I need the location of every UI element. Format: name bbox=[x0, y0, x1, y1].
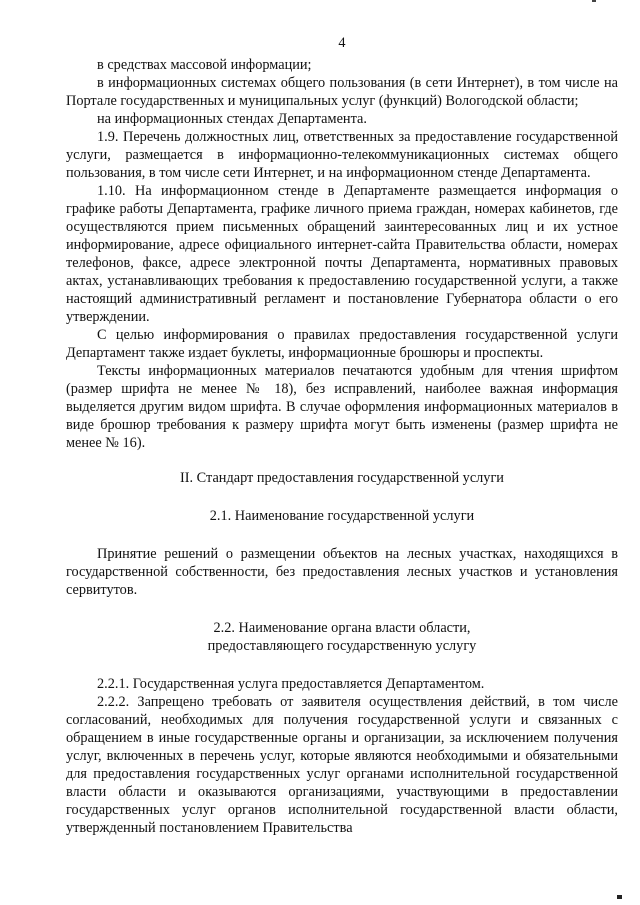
service-name-paragraph: Принятие решений о размещении объектов на лесных участках, находящихся в государственной собственности, без предоставления лесных участков и установления сервитутов. bbox=[66, 546, 618, 598]
paragraph: С целью информирования о правилах предоставления государственной услуги Департамент также издает буклеты, информационные брошюры и проспекты. bbox=[66, 327, 618, 361]
scan-artifact bbox=[617, 895, 622, 899]
paragraph: Тексты информационных материалов печатаются удобным для чтения шрифтом (размер шрифта не менее № 18), без исправлений, наиболее важная информация выделяется другим видом шрифта. В случае оформления информационных материалов в виде брошюр требования к размеру шрифта могут быть изменены (размер шрифта не менее № 16). bbox=[66, 363, 618, 451]
paragraph: 2.2.2. Запрещено требовать от заявителя осуществления действий, в том числе согласований, необходимых для получения государственной услуги и связанных с обращением в иные государственные органы и организации, за исключением получения услуг, включенных в перечень услуг, которые являются необходимыми и обязательными для предоставления государственных услуг органами исполнительной государственной власти области и оказываются организациями, участвующими в предоставлении государственных услуг органов исполнительной государственной власти области, утвержденный постановлением Правительства bbox=[66, 694, 618, 836]
page-number: 4 bbox=[338, 35, 346, 51]
paragraph: 1.10. На информационном стенде в Департаменте размещается информация о графике работы Департамента, графике личного приема граждан, номерах кабинетов, где осуществляются прием письменных обращений заинтересованных лиц и их устное информирование, адресе официального интернет-сайта Правительства области, номерах телефонов, факсе, адресе электронной почты Департамента, нормативных правовых актах, устанавливающих требования к предоставлению государственной услуги, а также настоящий административный регламент и постановление Губернатора области о его утверждении. bbox=[66, 183, 618, 325]
paragraph: 2.2.1. Государственная услуга предоставляется Департаментом. bbox=[97, 676, 485, 692]
paragraph: на информационных стендах Департамента. bbox=[97, 111, 367, 127]
paragraph: в информационных системах общего пользования (в сети Интернет), в том числе на Портале государственных и муниципальных услуг (функций) Вологодской области; bbox=[66, 75, 618, 109]
section-heading: II. Стандарт предоставления государственной услуги bbox=[180, 470, 504, 486]
paragraph: в средствах массовой информации; bbox=[97, 57, 312, 73]
subheading: предоставляющего государственную услугу bbox=[207, 638, 477, 654]
subheading: 2.2. Наименование органа власти области, bbox=[213, 620, 471, 636]
document-page bbox=[66, 34, 618, 837]
scan-artifact bbox=[592, 0, 596, 2]
paragraph: 1.9. Перечень должностных лиц, ответственных за предоставление государственной услуги, размещается в информационно-телекоммуникационных системах общего пользования, в том числе сети Интернет, и на информационном стенде Департамента. bbox=[66, 129, 618, 181]
subheading: 2.1. Наименование государственной услуги bbox=[209, 508, 475, 524]
